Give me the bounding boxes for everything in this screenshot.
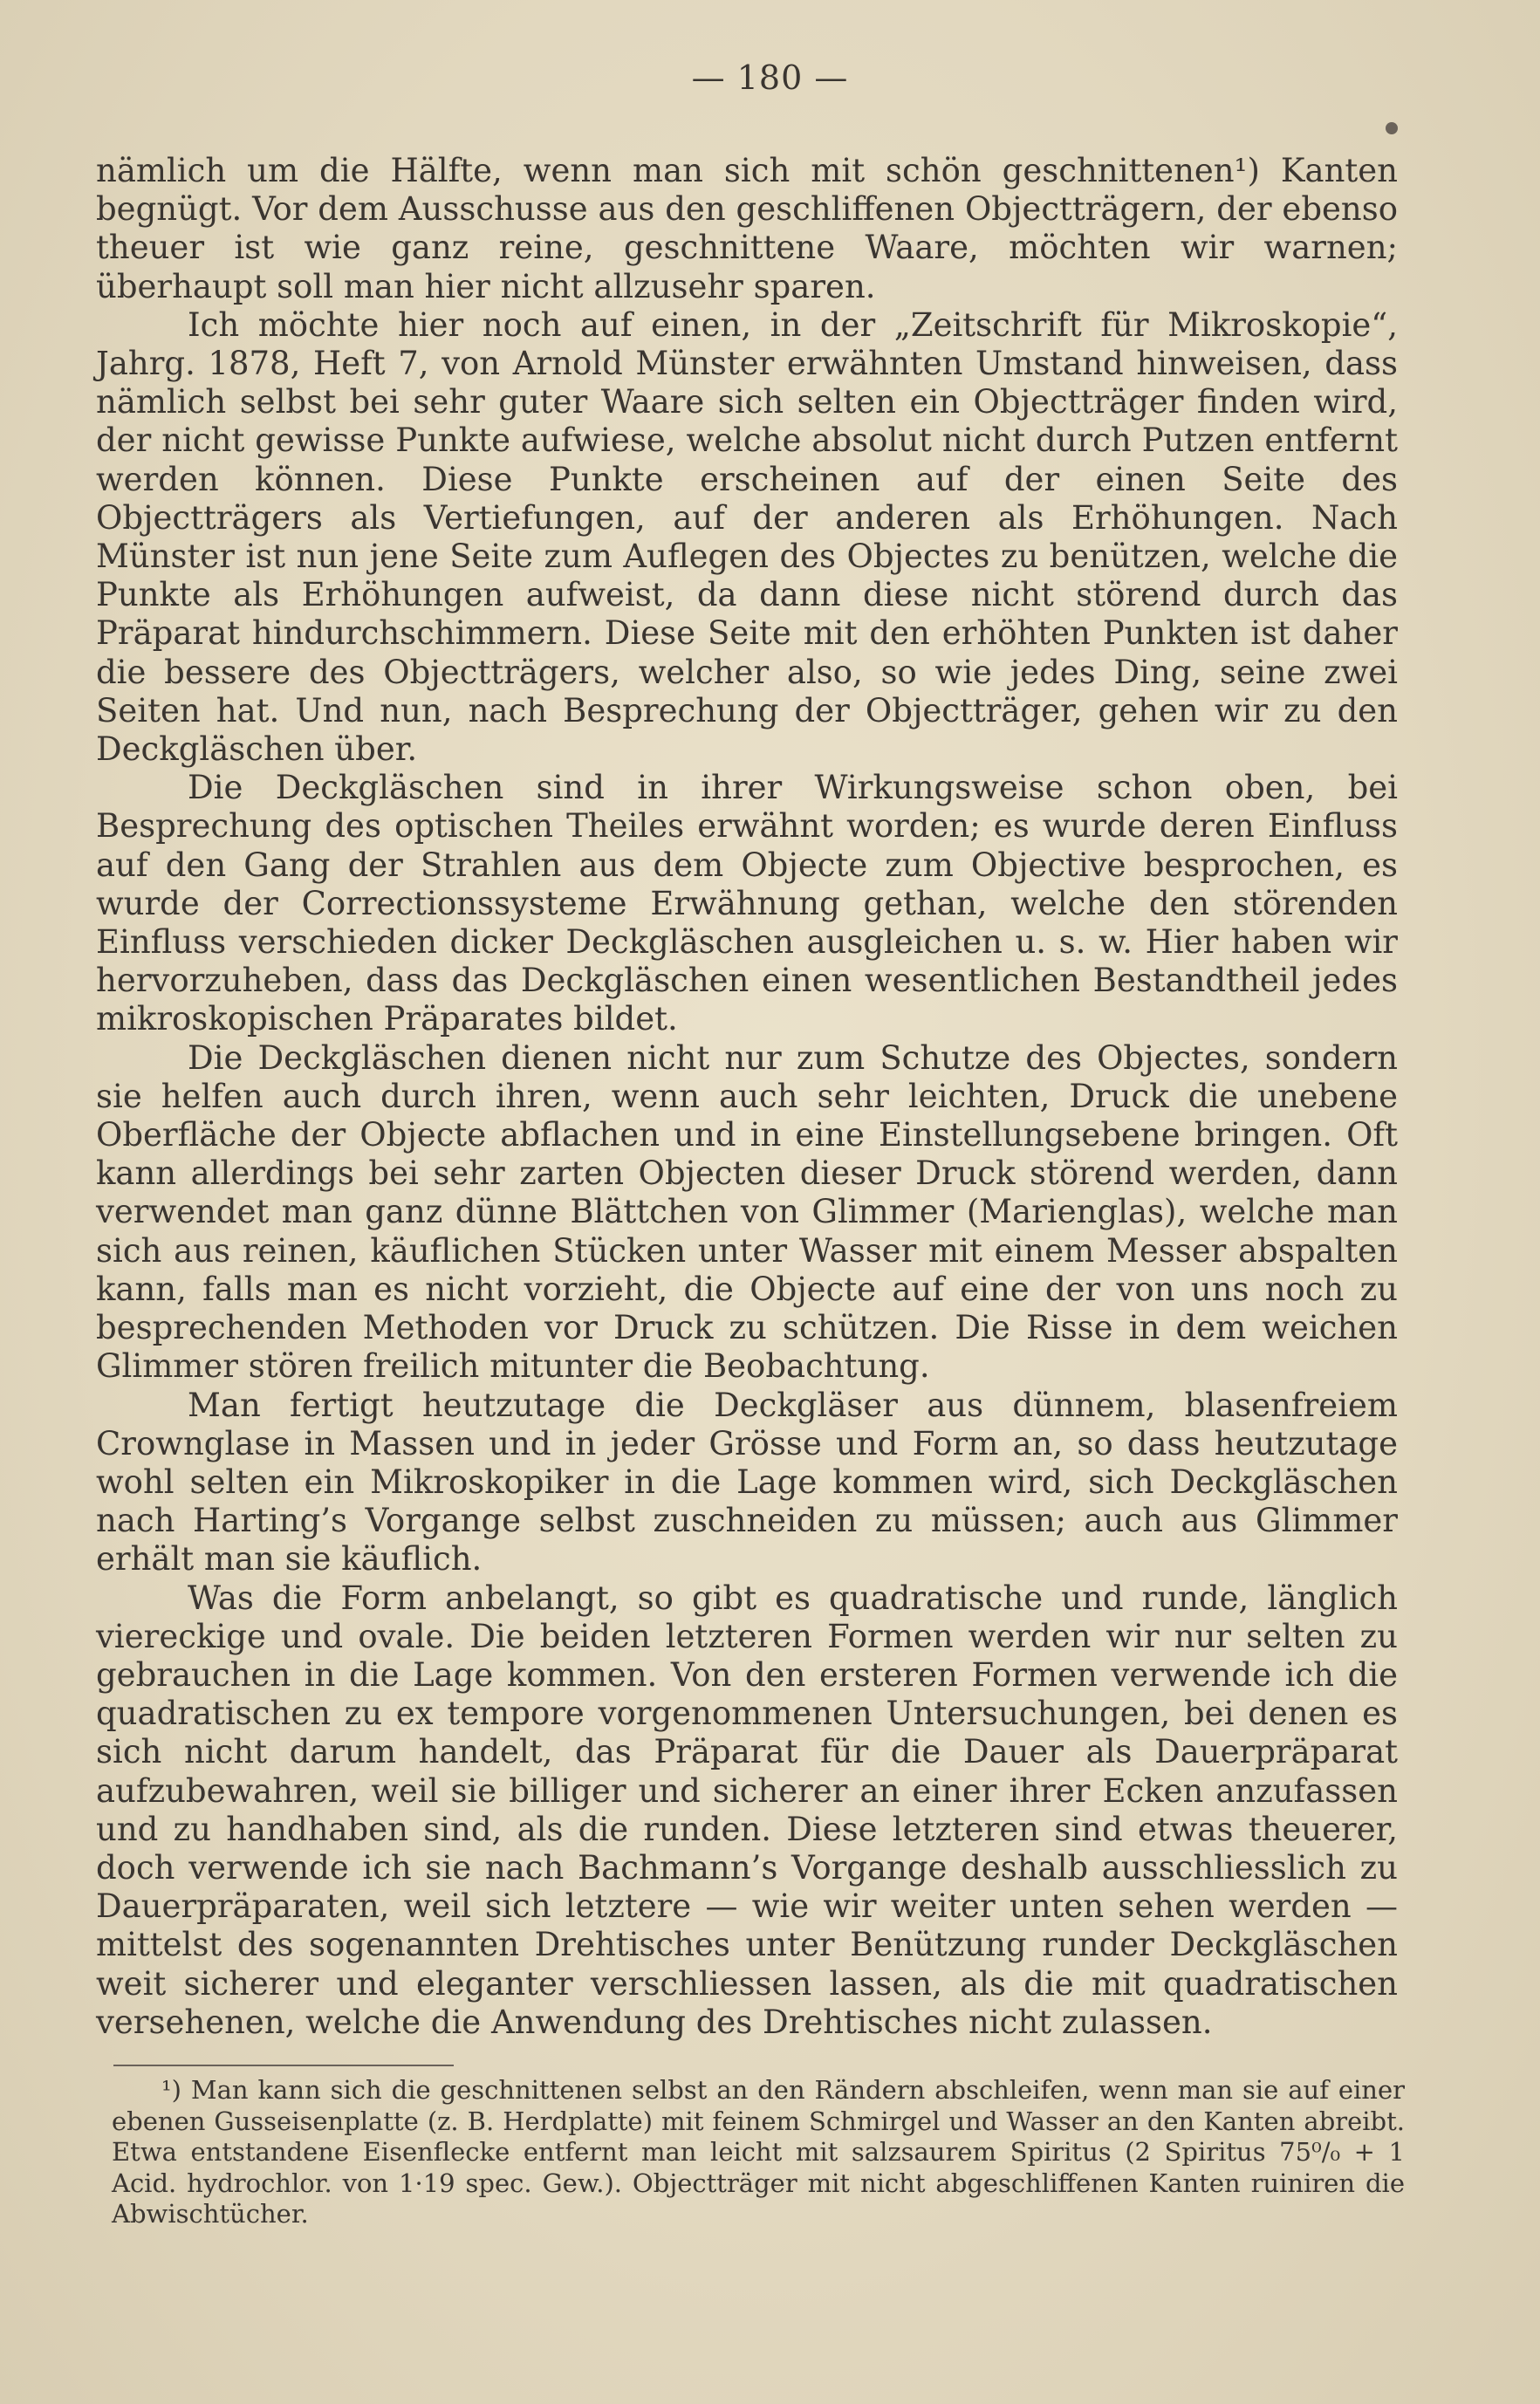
paragraph-4: Die Deckgläschen dienen nicht nur zum Schutze des Objectes, sondern sie helfen auch durch ihren, wenn auch sehr leichten, Druck die unebene Oberfläche der Objecte abflachen und in eine Einstellungsebene bringen. Oft kann allerdings bei sehr zarten Objecten dieser Druck störend werden, dann verwendet man ganz dünne Blättchen von Glimmer (Marienglas), welche man sich aus reinen, käuflichen Stücken unter Wasser mit einem Messer abspalten kann, falls man es nicht vorzieht, die Objecte auf eine der von uns noch zu besprechenden Methoden vor Druck zu schützen. Die Risse in dem weichen Glimmer stören freilich mitunter die Beobachtung.	[96, 1038, 1398, 1386]
footnote	[112, 2075, 1405, 2230]
paragraph-3: Die Deckgläschen sind in ihrer Wirkungsweise schon oben, bei Besprechung des optischen Theiles erwähnt worden; es wurde deren Einfluss auf den Gang der Strahlen aus dem Objecte zum Objective besprochen, es wurde der Correctionssysteme Erwähnung gethan, welche den störenden Einfluss verschieden dicker Deckgläschen ausgleichen u. s. w. Hier haben wir hervorzuheben, dass das Deckgläschen einen wesentlichen Bestandtheil jedes mikroskopischen Präparates bildet.	[96, 769, 1398, 1038]
page-number: — 180 —	[691, 58, 849, 97]
paragraph-5: Man fertigt heutzutage die Deckgläser aus dünnem, blasenfreiem Crownglase in Massen und in jeder Grösse und Form an, so dass heutzutage wohl selten ein Mikroskopiker in die Lage kommen wird, sich Deckgläschen nach Harting’s Vorgange selbst zuschneiden zu müssen; auch aus Glimmer erhält man sie käuflich.	[96, 1386, 1398, 1579]
footnote-divider	[113, 2065, 454, 2066]
paragraph-1: nämlich um die Hälfte, wenn man sich mit schön geschnittenen¹) Kanten begnügt. Vor dem Ausschusse aus den geschliffenen Objectträgern, der ebenso theuer ist wie ganz reine, geschnittene Waare, möchten wir warnen; überhaupt soll man hier nicht allzusehr sparen.	[96, 152, 1398, 305]
paragraph-6: Was die Form anbelangt, so gibt es quadratische und runde, länglich viereckige und ovale. Die beiden letzteren Formen werden wir nur selten zu gebrauchen in die Lage kommen. Von den ersteren Formen verwende ich die quadratischen zu ex tempore vorgenommenen Untersuchungen, bei denen es sich nicht darum handelt, das Präparat für die Dauer als Dauerpräparat aufzubewahren, weil sie billiger und sicherer an einer ihrer Ecken anzufassen und zu handhaben sind, als die runden. Diese letzteren sind etwas theuerer, doch verwende ich sie nach Bachmann’s Vorgange deshalb ausschliesslich zu Dauerpräparaten, weil sich letztere — wie wir weiter unten sehen werden — mittelst des sogenannten Drehtisches unter Benützung runder Deckgläschen weit sicherer und eleganter verschliessen lassen, als die mit quadratischen versehenen, welche die Anwendung des Drehtisches nicht zulassen.	[96, 1579, 1398, 2041]
footnote-text: Man kann sich die geschnittenen selbst an den Rändern abschleifen, wenn man sie auf einer ebenen Gusseisenplatte (z. B. Herdplatte) mit feinem Schmirgel und Wasser an den Kanten abreibt. Etwa entstandene Eisenflecke entfernt man leicht mit salzsaurem Spiritus (2 Spiritus 75⁰/₀ + 1 Acid. hydrochlor. von 1·19 spec. Gew.). Objectträger mit nicht abgeschliffenen Kanten ruiniren die Abwischtücher.	[112, 2075, 1406, 2229]
footnote-marker: ¹)	[161, 2075, 181, 2105]
paragraph-2: Ich möchte hier noch auf einen, in der „Zeitschrift für Mikroskopie“, Jahrg. 1878, Heft 7, von Arnold Münster erwähnten Umstand hinweisen, dass nämlich selbst bei sehr guter Waare sich selten ein Objectträger finden wird, der nicht gewisse Punkte aufwiese, welche absolut nicht durch Putzen entfernt werden können. Diese Punkte erscheinen auf der einen Seite des Objectträgers als Vertiefungen, auf der anderen als Erhöhungen. Nach Münster ist nun jene Seite zum Auflegen des Objectes zu benützen, welche die Punkte als Erhöhungen aufweist, da dann diese nicht störend durch das Präparat hindurchschimmern. Diese Seite mit den erhöhten Punkten ist daher die bessere des Objectträgers, welcher also, so wie jedes Ding, seine zwei Seiten hat. Und nun, nach Besprechung der Objectträger, gehen wir zu den Deckgläschen über.	[96, 305, 1398, 769]
main-text	[96, 152, 1398, 2042]
ink-speck	[1386, 122, 1398, 134]
